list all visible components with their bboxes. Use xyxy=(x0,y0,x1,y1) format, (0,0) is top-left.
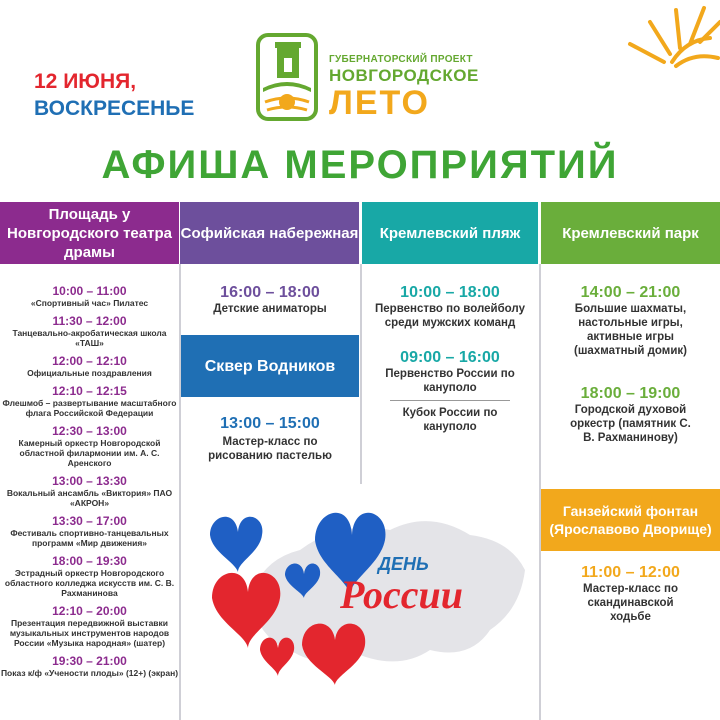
sun-icon xyxy=(610,0,720,100)
event-item xyxy=(0,284,179,308)
logo-emblem-icon xyxy=(255,32,319,122)
event-time: 13:30 – 17:00 xyxy=(52,514,127,528)
event-description: «Спортивный час» Пилатес xyxy=(30,298,149,308)
event-item xyxy=(0,514,179,548)
event-time: 11:00 – 12:00 xyxy=(581,564,680,581)
column-divider xyxy=(179,264,181,720)
event-description: Танцевально-акробатическая школа «ТАШ» xyxy=(12,328,167,348)
event-description: Официальные поздравления xyxy=(27,368,152,378)
sofia-embankment-event xyxy=(181,283,359,316)
logo-subtitle: ГУБЕРНАТОРСКИЙ ПРОЕКТ xyxy=(329,54,473,65)
hanseatic-fountain-event xyxy=(541,563,720,624)
event-time: 19:30 – 21:00 xyxy=(52,654,127,668)
event-description: Большие шахматы, настольные игры, активные игры (шахматный домик) xyxy=(574,303,687,357)
event-separator xyxy=(390,400,510,401)
event-time: 12:00 – 12:10 xyxy=(52,354,127,368)
event-description: Флешмоб – развертывание масштабного флага Российской Федерации xyxy=(2,398,177,418)
hanseatic-fountain-subtitle: (Ярославово Дворище) xyxy=(549,521,712,537)
heart-blue-medium-icon xyxy=(210,517,262,572)
kremlin-park-events xyxy=(541,283,720,445)
date-weekday: ВОСКРЕСЕНЬЕ xyxy=(34,97,195,120)
logo-title-big: ЛЕТО xyxy=(329,84,430,122)
event-description: Фестиваль спортивно-танцевальных программ «Мир движения» xyxy=(10,528,169,548)
project-logo xyxy=(255,32,485,124)
event-date xyxy=(34,68,194,122)
venue-header-vodnikov-square: Сквер Водников xyxy=(181,335,359,397)
banner-day-label: ДЕНЬ xyxy=(378,554,429,574)
event-item xyxy=(0,354,179,378)
event-time: 16:00 – 18:00 xyxy=(220,284,320,301)
event-item xyxy=(0,474,179,508)
page-title: АФИША МЕРОПРИЯТИЙ xyxy=(101,143,619,187)
venue-header-theatre-square: Площадь у Новгородского театра драмы xyxy=(0,202,179,264)
event-time: 12:10 – 12:15 xyxy=(52,384,127,398)
event-item xyxy=(0,384,179,418)
date-day: 12 ИЮНЯ, xyxy=(34,70,137,93)
russia-day-banner-art xyxy=(190,480,540,720)
event-item xyxy=(0,604,179,648)
event-item xyxy=(0,314,179,348)
event-time: 14:00 – 21:00 xyxy=(580,284,681,301)
event-time: 10:00 – 11:00 xyxy=(52,284,127,298)
venue-header-kremlin-beach: Кремлевский пляж xyxy=(362,202,538,264)
event-time: 10:00 – 18:00 xyxy=(400,284,500,301)
venue-header-sofia-embankment: Софийская набережная xyxy=(180,202,359,264)
venue-header-kremlin-park: Кремлевский парк xyxy=(541,202,720,264)
event-description: Вокальный ансамбль «Виктория» ПАО «АКРОН» xyxy=(6,488,173,508)
event-item xyxy=(0,654,179,678)
event-description: Презентация передвижной выставки музыкальных инструментов народов России «Музыка народная» (шатер) xyxy=(9,618,170,648)
venue-header-hanseatic-fountain xyxy=(541,489,720,551)
event-description: Показ к/ф «Учености плоды» (12+) (экран) xyxy=(0,668,179,678)
event-time: 13:00 – 13:30 xyxy=(52,474,127,488)
event-item xyxy=(0,424,179,468)
event-description: Кубок России по кануполо xyxy=(402,407,498,433)
event-time: 18:00 – 19:30 xyxy=(52,554,127,568)
event-time: 13:00 – 15:00 xyxy=(220,415,320,432)
event-description: Детские аниматоры xyxy=(213,303,327,315)
event-time: 18:00 – 19:00 xyxy=(580,385,681,402)
event-description: Мастер-класс по скандинавской ходьбе xyxy=(583,583,678,623)
event-time: 11:30 – 12:00 xyxy=(52,314,127,328)
event-description: Первенство по волейболу среди мужских команд xyxy=(375,303,525,329)
event-description: Эстрадный оркестр Новгородского областного колледжа искусств им. С. В. Рахманинова xyxy=(4,568,175,598)
event-item xyxy=(0,554,179,598)
event-description: Первенство России по кануполо xyxy=(385,368,515,394)
event-description: Камерный оркестр Новгородской областной филармонии им. А. С. Аренского xyxy=(18,438,161,468)
theatre-square-events xyxy=(0,284,179,684)
hanseatic-fountain-title: Ганзейский фонтан xyxy=(562,503,699,519)
event-time: 12:30 – 13:00 xyxy=(52,424,127,438)
event-time: 09:00 – 16:00 xyxy=(400,349,500,366)
kremlin-beach-events xyxy=(362,283,538,434)
banner-russia-label: России xyxy=(340,572,463,617)
event-description: Городской духовой оркестр (памятник С. В. Рахманинову) xyxy=(570,404,691,444)
event-description: Мастер-класс по рисованию пастелью xyxy=(208,436,332,462)
event-time: 12:10 – 20:00 xyxy=(52,604,127,618)
logo-title: НОВГОРОДСКОЕ xyxy=(329,66,479,85)
vodnikov-square-event xyxy=(181,414,359,463)
